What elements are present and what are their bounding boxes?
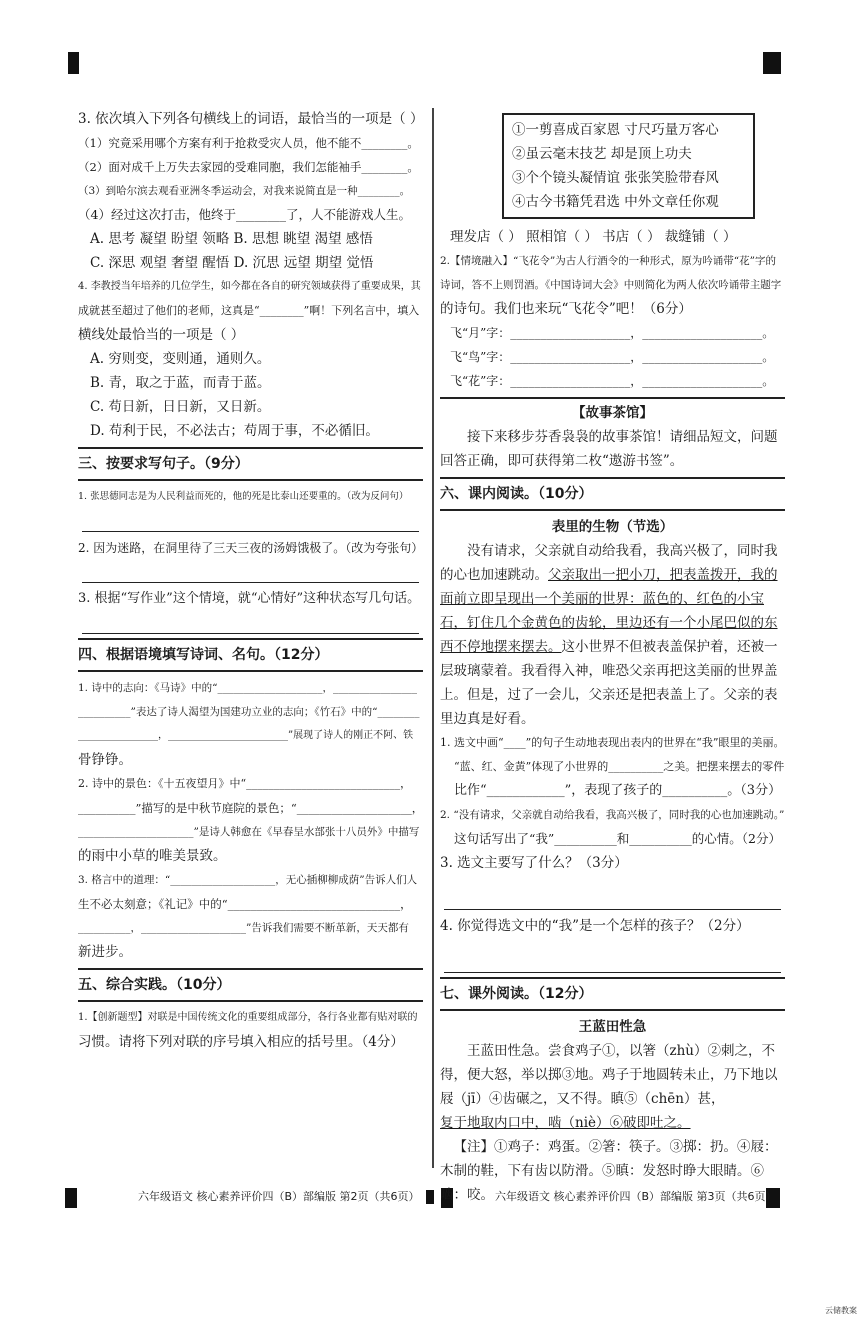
passage-7-notes: 【注】①鸡子：鸡蛋。②箸：筷子。③掷：扔。④屐：木制的鞋，下有齿以防滑。⑤瞋：发怒时睁大眼睛。⑥啮：咬。 <box>440 1139 778 1203</box>
passage-6-p1: 没有请求，父亲就自动给我看，我高兴极了，同时我的心也加速跳动。 <box>440 543 778 583</box>
registration-mark-top-left <box>68 52 79 74</box>
q3-option-cd: C. 深思 观望 奢望 醒悟 D. 沉思 远望 期望 觉悟 <box>90 255 374 271</box>
story-house-text: 接下来移步芬香袅袅的故事茶馆！请细品短文，问题回答正确，即可获得第二枚“遨游书签”。 <box>440 429 778 469</box>
watermark: 云储教案 <box>825 1306 857 1315</box>
section-5-title: 五、综合实践。（10分） <box>78 977 231 993</box>
q4-stem-3: 横线处最恰当的一项是（ ） <box>78 327 245 343</box>
feihualing-bird: 飞“鸟”字：____________________，____________________。 <box>450 350 775 364</box>
sec6-q2a: 2. “没有请求，父亲就自动给我看，我高兴极了，同时我的心也加速跳动。” <box>440 809 785 821</box>
feihualing-b: 诗词，答不上则罚酒。《中国诗词大会》中则简化为两人依次吟诵带主题字 <box>440 279 782 291</box>
registration-mark-bottom-left <box>65 1188 77 1208</box>
answer-line[interactable] <box>82 613 419 634</box>
sec4-q3d: 新进步。 <box>78 944 132 960</box>
sec3-q2: 2. 因为迷路，在洞里待了三天三夜的汤姆饿极了。（改为夸张句） <box>78 541 424 555</box>
passage-7-title: 王蓝田性急 <box>578 1019 647 1035</box>
sec6-q2b: 这句话写出了“我”__________和__________的心情。（2分） <box>454 831 781 846</box>
sec5-q1b: 习惯。请将下列对联的序号填入相应的括号里。（4分） <box>78 1034 404 1050</box>
q4-option-d: D. 苟利于民，不必法古；苟周于事，不必循旧。 <box>90 423 379 439</box>
q3-stem: 3. 依次填入下列各句横线上的词语，最恰当的一项是（ ） <box>78 111 424 127</box>
feihualing-a: 2.【情境融入】“飞花令”为古人行酒令的一种形式，原为吟诵带“花”字的 <box>440 255 776 267</box>
left-page <box>78 107 423 1054</box>
sec4-q3b: 生不必太刻意；《礼记》中的“______________________________， <box>78 897 412 911</box>
registration-mark-top-right <box>763 52 781 74</box>
q4-stem-2: 成就甚至超过了他们的老师，这真是“________”啊！下列名言中，填入 <box>78 304 420 317</box>
passage-7-p1: 王蓝田性急。尝食鸡子①，以箸（zhù）②刺之，不得，便大怒，举以掷③地。鸡子于地圆转未止，乃下地以屐（jī）④齿碾之，又不得。瞋⑤（chēn）甚， <box>440 1043 778 1107</box>
q4-stem-1: 4. 李教授当年培养的几位学生，如今都在各自的研究领域获得了重要成果，其 <box>78 281 421 292</box>
sec6-q1c: 比作“____________”，表现了孩子的__________。（3分） <box>454 783 782 798</box>
section-7-title: 七、课外阅读。（12分） <box>440 986 593 1002</box>
sec6-q1b: “蓝、红、金黄”体现了小世界的__________之美。把摆来摆去的零件 <box>454 760 785 773</box>
sec4-q1c: ________________，________________________”展现了诗人的刚正不阿、铁 <box>78 730 414 741</box>
passage-6-body <box>440 539 785 731</box>
answer-line[interactable] <box>82 511 419 532</box>
sec6-q4: 4. 你觉得选文中的“我”是一个怎样的孩子？（2分） <box>440 918 750 934</box>
section-7-header <box>440 977 785 1011</box>
sec3-q3: 3. 根据“写作业”这个情境，就“心情好”这种状态写几句话。 <box>78 591 421 606</box>
q3-item-3: （3）到哈尔滨去观看亚洲冬季运动会，对我来说简直是一种________。 <box>78 185 411 197</box>
couplet-1: ①一剪喜成百家恩 寸尺巧量万客心 <box>512 122 719 138</box>
footer-page-2: 六年级语文 核心素养评价四（B）部编版 第2页（共6页） <box>138 1190 420 1203</box>
q3-option-ab: A. 思考 凝望 盼望 领略 B. 思想 眺望 渴望 感悟 <box>90 231 373 247</box>
section-6-title: 六、课内阅读。（10分） <box>440 486 593 502</box>
story-house <box>440 397 785 473</box>
couplet-4: ④古今书籍凭君选 中外文章任你观 <box>512 194 719 210</box>
q3-item-1: （1）究竟采用哪个方案有利于抢救受灾人员，他不能不________。 <box>78 136 419 150</box>
passage-7-p2: 复于地取内口中，啮（niè）⑥破即吐之。 <box>440 1115 691 1131</box>
registration-mark-bottom-mid <box>426 1190 434 1204</box>
section-3-title: 三、按要求写句子。（9分） <box>78 456 249 472</box>
sec5-q1a: 1.【创新题型】对联是中国传统文化的重要组成部分，各行各业都有贴对联的 <box>78 1012 418 1023</box>
passage-6-p3: 这小世界不但被表盖保护着，还被一层玻璃蒙着。我看得入神，唯恐父亲再把这美丽的世界盖上。但是，过了一会儿，父亲还是把表盖上了。父亲的表里边真是好看。 <box>440 639 778 727</box>
q3-item-2: （2）面对成千上万失去家园的受难同胞，我们怎能袖手________。 <box>78 160 419 174</box>
sec4-q1a: 1. 诗中的志向：《马诗》中的“____________________，________________ <box>78 682 417 694</box>
sec4-q2b: __________”描写的是中秋节庭院的景色；“____________________， <box>78 801 424 815</box>
passage-6-title: 表里的生物（节选） <box>551 519 674 535</box>
couplet-box <box>502 113 755 219</box>
sec4-q1d: 骨铮铮。 <box>78 752 132 768</box>
column-divider <box>432 108 434 1168</box>
q4-option-b: B. 青，取之于蓝，而青于蓝。 <box>90 375 271 391</box>
shop-brackets: 理发店（ ） 照相馆（ ） 书店（ ） 裁缝铺（ ） <box>450 229 737 245</box>
section-5-header <box>78 968 423 1002</box>
feihualing-c: 的诗句。我们也来玩“飞花令”吧！（6分） <box>440 301 692 317</box>
section-3-header <box>78 447 423 481</box>
story-house-title: 【故事茶馆】 <box>572 405 653 421</box>
sec6-q3: 3. 选文主要写了什么？（3分） <box>440 855 628 871</box>
sec3-q1: 1. 张思德同志是为人民利益而死的，他的死是比泰山还要重的。（改为反问句） <box>78 491 409 502</box>
section-4-header <box>78 638 423 672</box>
passage-6-underlined: 父亲取出一把小刀，把表盖拨开，我的面前立即呈现出一个美丽的世界：蓝色的、红色的小宝石，钉住几个金黄色的齿轮，里边还有一个小尾巴似的东西不停地摆来摆去。 <box>440 567 778 655</box>
right-page <box>440 107 785 1207</box>
section-6-header <box>440 477 785 511</box>
sec4-q3a: 3. 格言中的道理：“____________________，无心插柳柳成荫”告诉人们人 <box>78 874 418 886</box>
section-4-title: 四、根据语境填写诗词、名句。（12分） <box>78 647 329 663</box>
answer-line[interactable] <box>444 952 781 973</box>
feihualing-moon: 飞“月”字：____________________，____________________。 <box>450 326 775 340</box>
footer-page-3: 六年级语文 核心素养评价四（B）部编版 第3页（共6页） <box>495 1190 777 1203</box>
couplet-3: ③个个镜头凝情谊 张张笑脸带春风 <box>512 170 719 186</box>
q3-item-4: （4）经过这次打击，他终于________了，人不能游戏人生。 <box>78 207 411 222</box>
answer-line[interactable] <box>444 889 781 910</box>
sec4-q2a: 2. 诗中的景色：《十五夜望月》中“____________________________， <box>78 777 412 790</box>
q4-option-a: A. 穷则变，变则通，通则久。 <box>90 351 271 367</box>
sec4-q2d: 的雨中小草的唯美景致。 <box>78 848 227 864</box>
feihualing-flower: 飞“花”字：____________________，____________________。 <box>450 374 775 388</box>
couplet-2: ②虽云毫末技艺 却是顶上功夫 <box>512 146 692 162</box>
sec4-q2c: ______________________”是诗人韩愈在《早春呈水部张十八员外》中描写 <box>78 826 420 838</box>
sec4-q3c: __________，____________________”告诉我们需要不断革新，天天都有 <box>78 922 409 934</box>
q4-option-c: C. 苟日新，日日新，又日新。 <box>90 399 271 415</box>
sec4-q1b: __________”表达了诗人渴望为国建功立业的志向；《竹石》中的“________ <box>78 706 420 718</box>
sec6-q1a: 1. 选文中画“____”的句子生动地表现出表内的世界在“我”眼里的美丽。 <box>440 736 785 749</box>
answer-line[interactable] <box>82 562 419 583</box>
